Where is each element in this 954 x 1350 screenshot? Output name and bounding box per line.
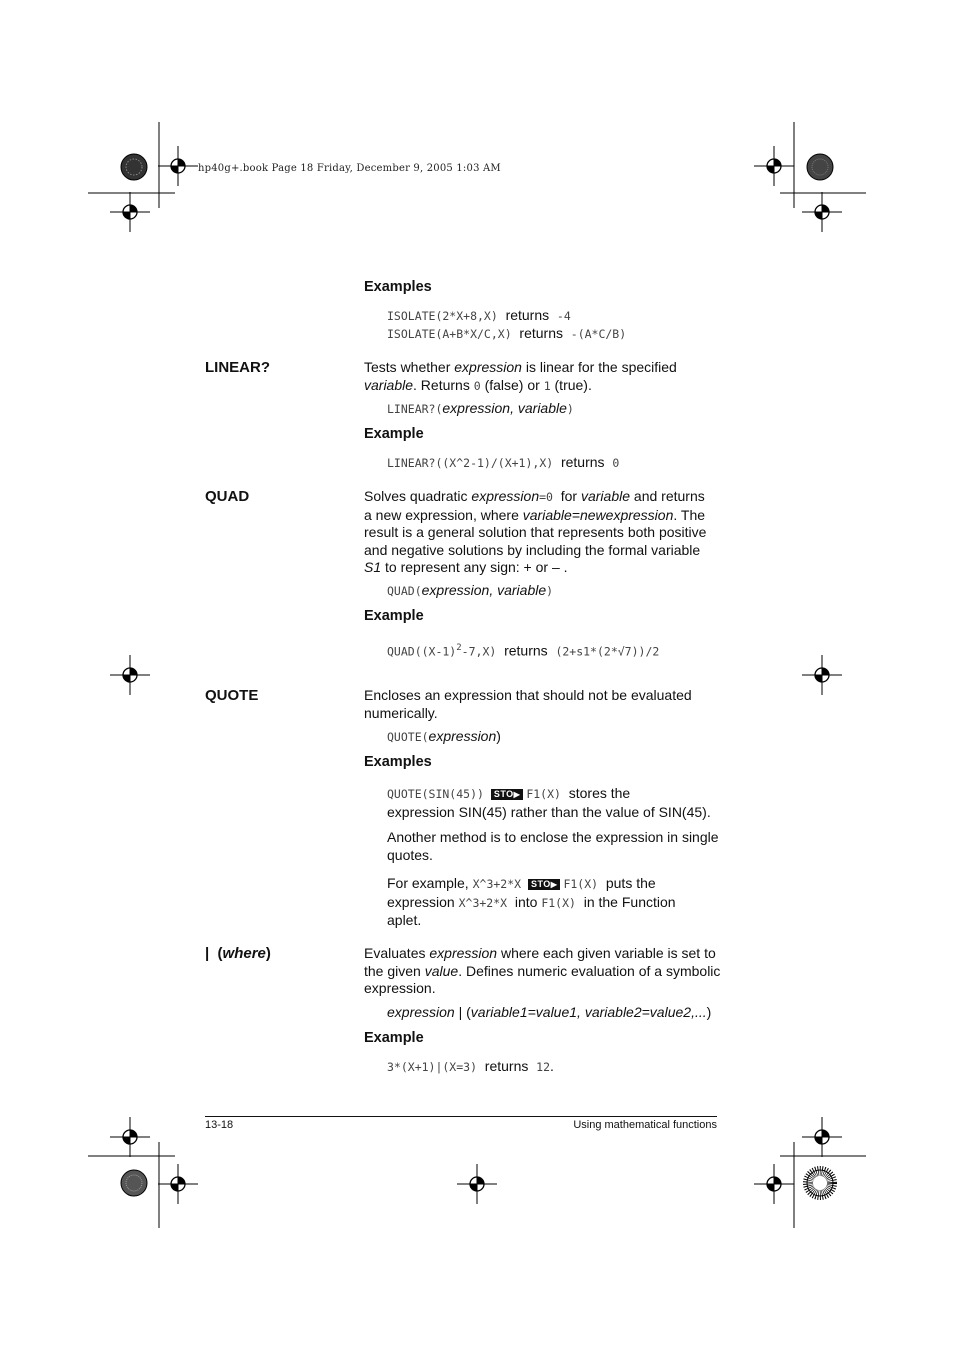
quad-syntax: QUAD(expression, variable) (387, 582, 554, 598)
linear-example-heading: Example (364, 426, 424, 442)
where-description: Evaluates expression where each given variable is set to the given value. Defines numeric evaluation of a symbolic expression. (364, 945, 721, 997)
isolate-example-2: ISOLATE(A+B*X/C,X) returns -(A*C/B) (387, 325, 627, 341)
page-number: 13-18 (205, 1119, 234, 1131)
term-quote: QUOTE (205, 687, 259, 704)
sto-key-icon: STO▶ (528, 879, 561, 890)
where-example: 3*(X+1)|(X=3) returns 12. (387, 1058, 554, 1074)
linear-description: Tests whether expression is linear for the specified variable. Returns 0 (false) or 1 (true). (364, 359, 677, 393)
quad-example-heading: Example (364, 608, 424, 624)
where-syntax: expression | (variable1=value1, variable2=value2,...) (387, 1004, 712, 1020)
term-where: | (where) (205, 945, 271, 962)
print-slug: hp40g+.book Page 18 Friday, December 9, 2005 1:03 AM (198, 163, 501, 174)
quote-description: Encloses an expression that should not be evaluated numerically. (364, 687, 692, 721)
isolate-example-1: ISOLATE(2*X+8,X) returns -4 (387, 307, 571, 323)
isolate-examples-heading: Examples (364, 279, 432, 295)
quad-description: Solves quadratic expression=0 for variable and returns a new expression, where variable=newexpression. The result is a general solution that represents both positive and negative solutions by including the formal variable S1 to represent any sign: + or – . (364, 488, 707, 576)
linear-syntax: LINEAR?(expression, variable) (387, 400, 574, 416)
quote-paragraph-2: Another method is to enclose the expression in single quotes. (387, 829, 719, 863)
footer-rule (205, 1116, 717, 1117)
where-example-heading: Example (364, 1030, 424, 1046)
quad-example: $QUAD((X-1)^2-7,X)$ returns (2+s1*(2*√7))/2 (387, 642, 660, 659)
linear-example: LINEAR?((X^2-1)/(X+1),X) returns 0 (387, 454, 620, 470)
term-quad: QUAD (205, 488, 250, 505)
quote-paragraph-3: For example, X^3+2*X STO▶ F1(X) puts the expression X^3+2*X into F1(X) in the Function aplet. (387, 875, 676, 929)
quote-example-1: QUOTE(SIN(45)) STO▶ F1(X) stores the expression SIN(45) rather than the value of SIN(45). (387, 785, 711, 820)
term-linear: LINEAR? (205, 359, 270, 376)
quote-syntax: QUOTE(expression) (387, 728, 501, 744)
chapter-title: Using mathematical functions (573, 1119, 717, 1131)
sto-key-icon: STO▶ (491, 789, 524, 800)
quote-examples-heading: Examples (364, 754, 432, 770)
